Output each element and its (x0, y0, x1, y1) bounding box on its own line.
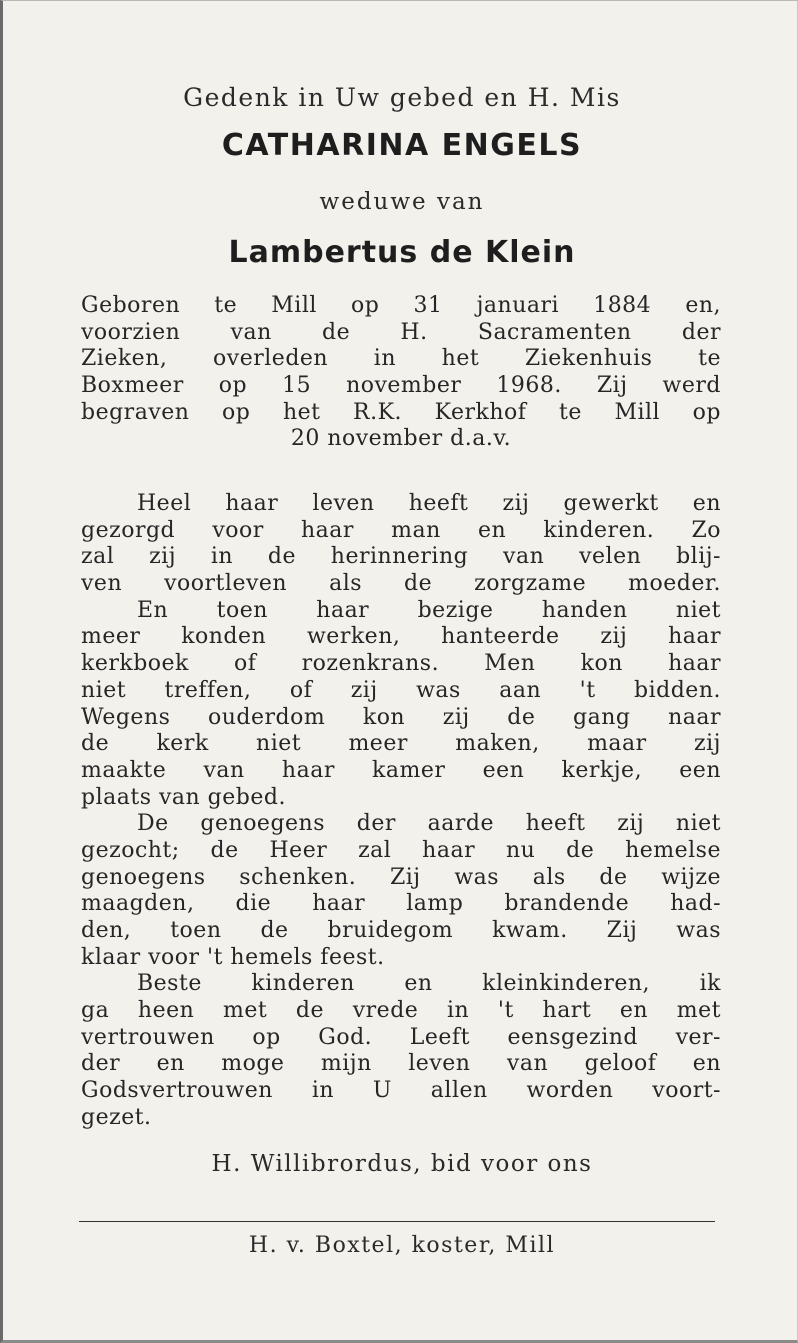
biography-paragraph (81, 293, 721, 453)
memorial-line: En toen haar bezige handen niet (137, 597, 721, 623)
deceased-name: CATHARINA ENGELS (221, 128, 583, 163)
memorial-line: ven voortleven als de zorgzame moeder. (81, 571, 721, 597)
memorial-line: gezet. (81, 1104, 152, 1130)
biography-line: begraven op het R.K. Kerkhof te Mill op (81, 399, 721, 425)
memorial-line: maakte van haar kamer een kerkje, een (81, 757, 721, 783)
closing-prayer: H. Willibrordus, bid voor ons (211, 1151, 593, 1177)
memorial-line: maagden, die haar lamp brandende had- (81, 891, 721, 917)
memorial-line: Beste kinderen en kleinkinderen, ik (137, 971, 721, 997)
divider-rule (79, 1221, 715, 1222)
relation-line: weduwe van (319, 189, 485, 215)
memorial-line: vertrouwen op God. Leeft eensgezind ver- (81, 1024, 721, 1050)
biography-line: Geboren te Mill op 31 januari 1884 en, (81, 293, 721, 318)
memorial-line: De genoegens der aarde heeft zij niet (137, 811, 721, 837)
memorial-line: plaats van gebed. (81, 784, 286, 810)
memorial-line: klaar voor 't hemels feest. (81, 944, 385, 970)
memorial-line: der en moge mijn leven van geloof en (81, 1051, 721, 1077)
biography-line: voorzien van de H. Sacramenten der (81, 319, 721, 345)
memorial-line: zal zij in de herinnering van velen blij- (81, 544, 721, 570)
memorial-line: de kerk niet meer maken, maar zij (81, 731, 721, 757)
memorial-line: meer konden werken, hanteerde zij haar (81, 624, 721, 650)
printer-credit: H. v. Boxtel, koster, Mill (248, 1233, 556, 1258)
memorial-line: gezorgd voor haar man en kinderen. Zo (81, 517, 721, 543)
spouse-name: Lambertus de Klein (228, 235, 576, 270)
memorial-line: Heel haar leven heeft zij gewerkt en (137, 491, 721, 516)
memorial-line: Godsvertrouwen in U allen worden voort- (81, 1078, 721, 1104)
biography-line: Boxmeer op 15 november 1968. Zij werd (81, 373, 721, 399)
memorial-line: ga heen met de vrede in 't hart en met (81, 998, 721, 1024)
biography-line: Zieken, overleden in het Ziekenhuis te (81, 346, 721, 372)
memorial-line: den, toen de bruidegom kwam. Zij was (81, 918, 721, 943)
memorial-line: kerkboek of rozenkrans. Men kon haar (81, 651, 721, 677)
memorial-line: Wegens ouderdom kon zij de gang naar (81, 704, 721, 730)
invocation-line: Gedenk in Uw gebed en H. Mis (183, 83, 621, 112)
biography-line: 20 november d.a.v. (290, 426, 512, 452)
memorial-line: niet treffen, of zij was aan 't bidden. (81, 677, 721, 703)
memorial-line: genoegens schenken. Zij was als de wijze (81, 864, 721, 890)
memorial-text (81, 491, 721, 1132)
memorial-line: gezocht; de Heer zal haar nu de hemelse (81, 837, 721, 863)
